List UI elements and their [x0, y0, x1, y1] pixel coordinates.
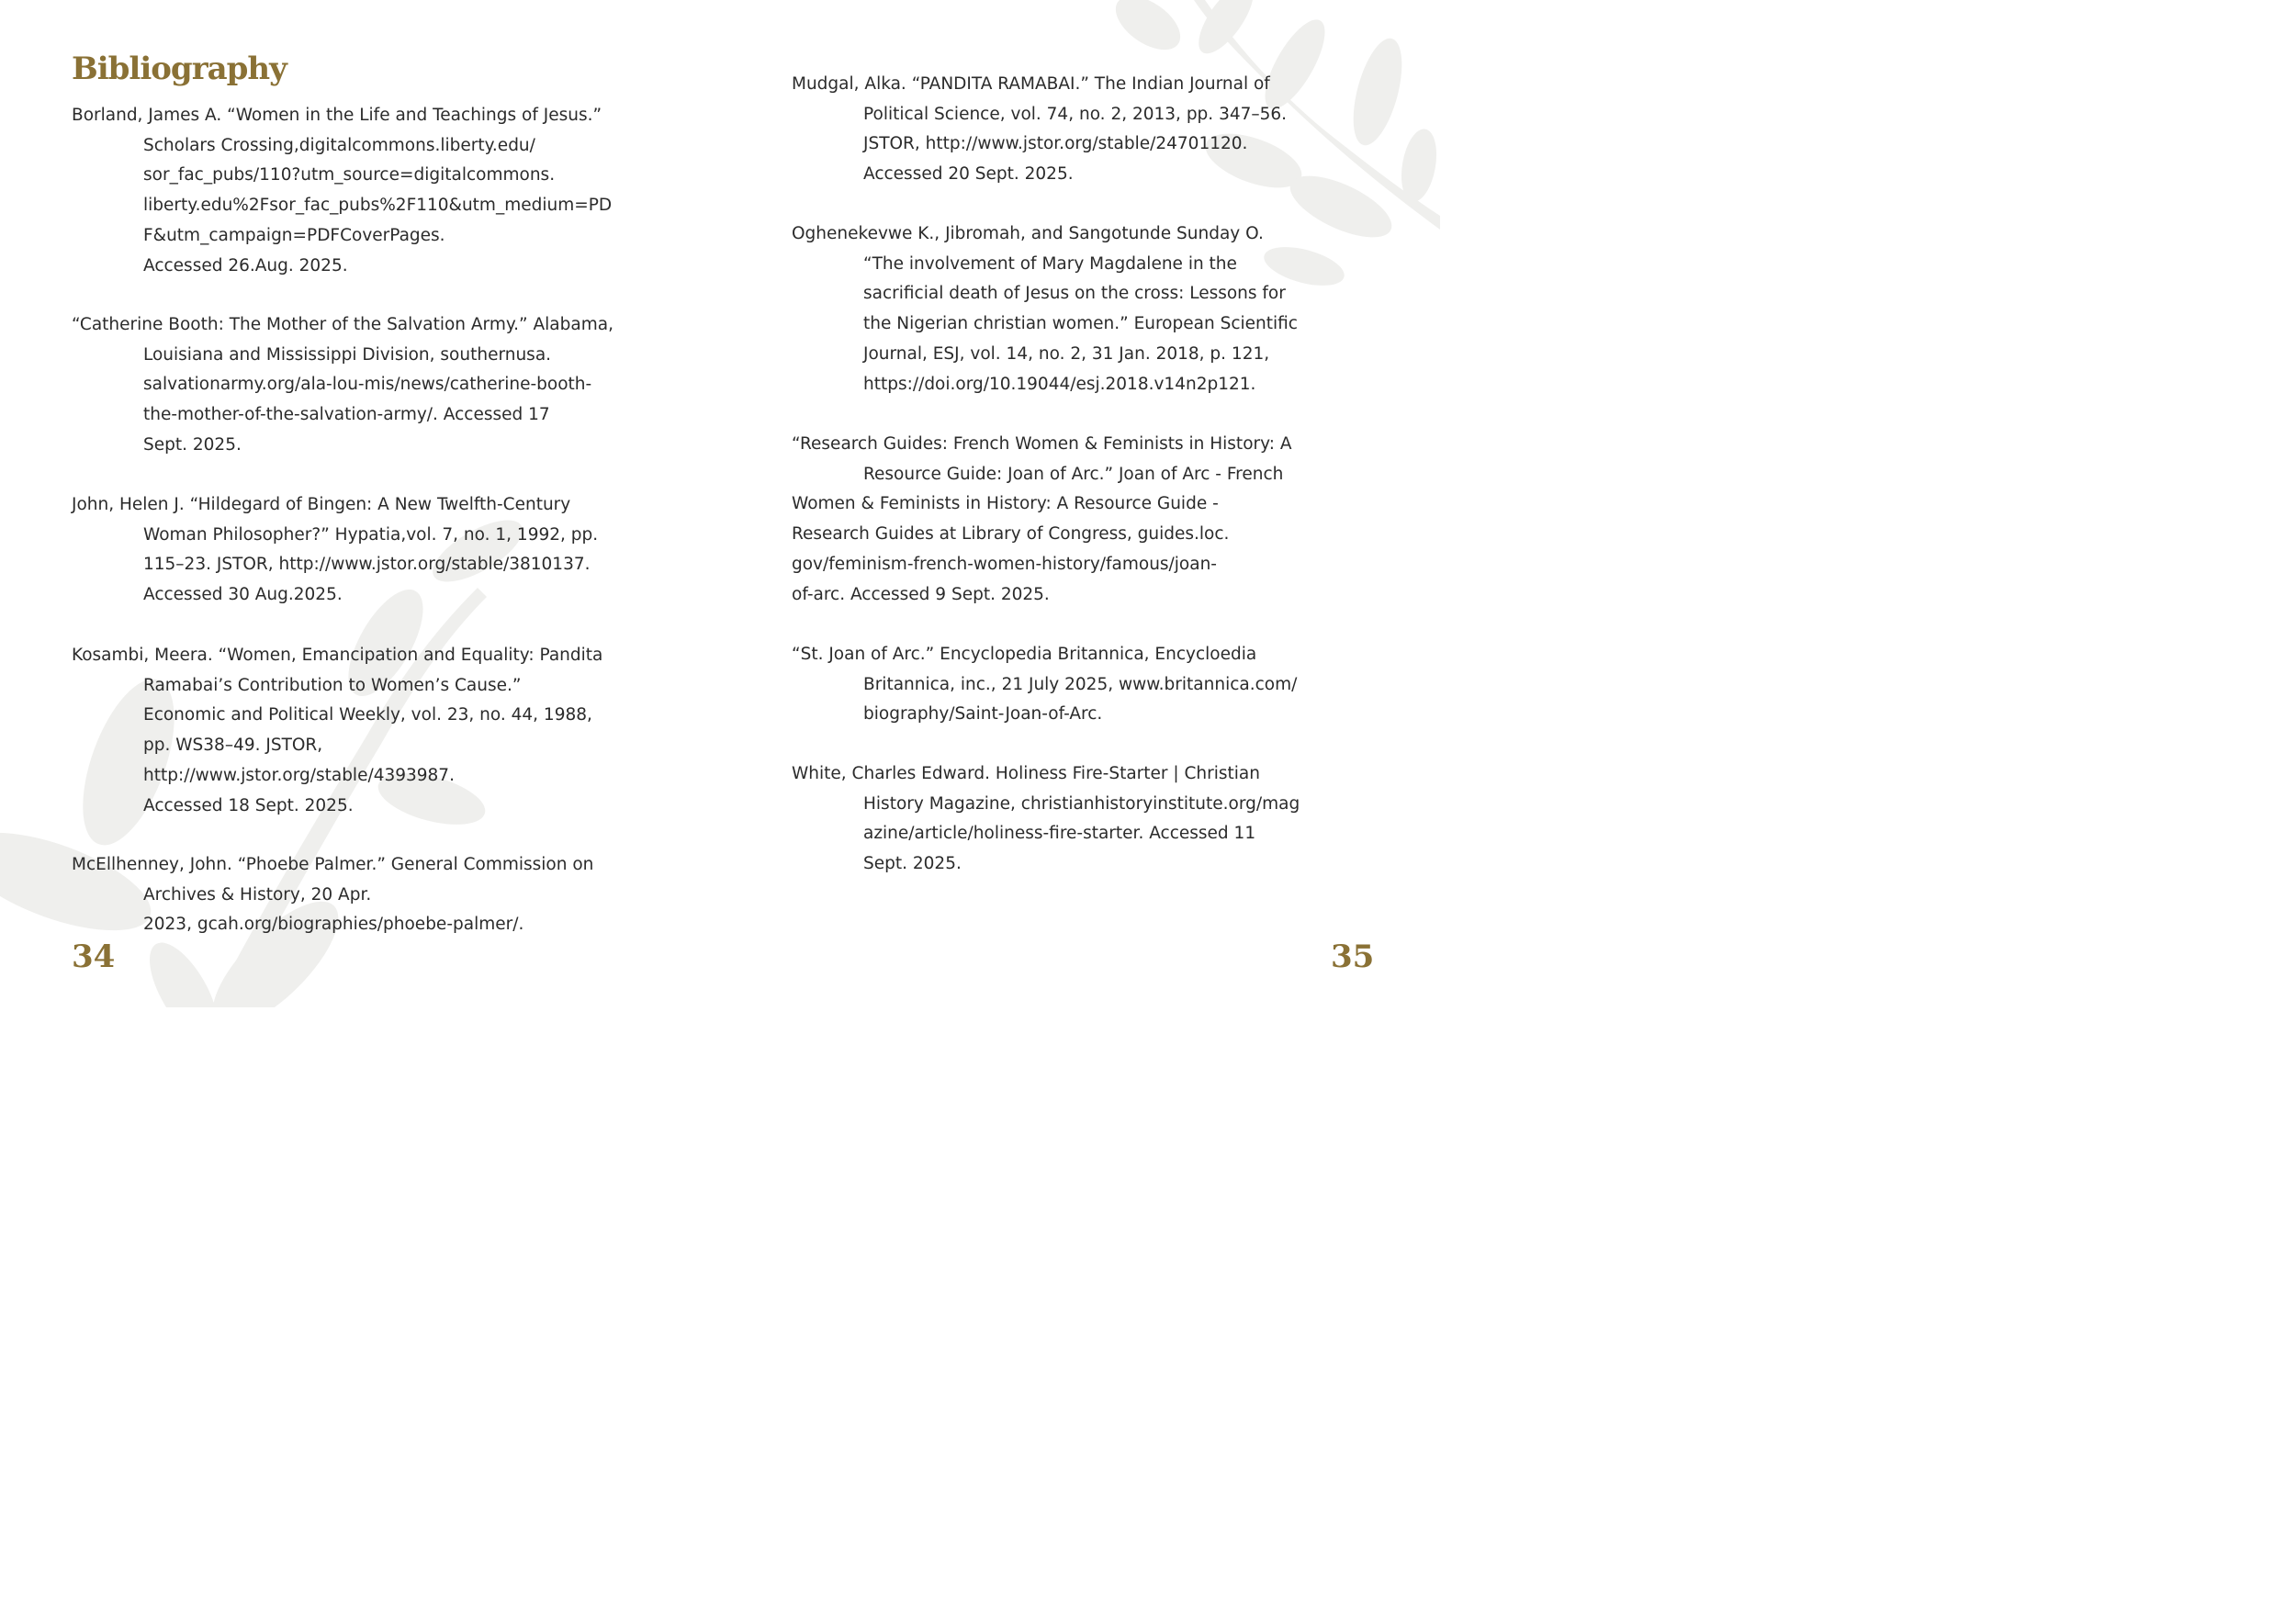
entry-line: sacrificial death of Jesus on the cross: Lessons for [863, 284, 1286, 304]
entry-line: Britannica, inc., 21 July 2025, www.britannica.com/ [863, 674, 1298, 694]
entry-line: https://doi.org/10.19044/esj.2018.v14n2p121. [863, 374, 1256, 394]
leaf-top-right-4 [1344, 33, 1412, 150]
entry-line: Scholars Crossing,digitalcommons.liberty.edu/ [143, 135, 535, 155]
bibliography-entry [72, 641, 602, 821]
bibliography-entry [72, 101, 612, 281]
leaf-top-right-2 [1188, 0, 1263, 62]
entry-line: Economic and Political Weekly, vol. 23, no. 44, 1988, [143, 705, 592, 725]
entry-line: the-mother-of-the-salvation-army/. Accessed 17 [143, 405, 550, 425]
entry-line: liberty.edu%2Fsor_fac_pubs%2F110&utm_medium=PD [143, 196, 613, 216]
entry-line: 115–23. JSTOR, http://www.jstor.org/stable/3810137. [143, 555, 591, 575]
entry-line: sor_fac_pubs/110?utm_source=digitalcommons. [143, 165, 556, 185]
page-number-left: 34 [72, 938, 116, 975]
page-number-right: 35 [1331, 938, 1375, 975]
entry-line: Mudgal, Alka. “PANDITA RAMABAI.” The Indian Journal of [792, 74, 1270, 94]
entry-line: John, Helen J. “Hildegard of Bingen: A New Twelfth-Century [72, 495, 571, 514]
entry-line: Sept. 2025. [863, 854, 962, 874]
bibliography-entry [792, 430, 1292, 610]
entry-line: Oghenekevwe K., Jibromah, and Sangotunde Sunday O. [792, 224, 1264, 243]
entry-line: White, Charles Edward. Holiness Fire-Starter | Christian [792, 764, 1260, 783]
entry-line: Accessed 18 Sept. 2025. [143, 795, 354, 815]
bibliography-entry [72, 850, 593, 940]
entry-line: Journal, ESJ, vol. 14, no. 2, 31 Jan. 2018, p. 121, [863, 343, 1270, 364]
entry-line: Accessed 30 Aug.2025. [143, 585, 343, 605]
entry-line: Research Guides at Library of Congress, guides.loc. [792, 524, 1230, 545]
entry-line: Borland, James A. “Women in the Life and Teachings of Jesus.” [72, 106, 602, 125]
entry-line: Women & Feminists in History: A Resource Guide - [792, 494, 1219, 514]
entry-line: JSTOR, http://www.jstor.org/stable/24701120. [863, 134, 1248, 154]
entry-line: Archives & History, 20 Apr. [143, 884, 372, 905]
bibliography-entry [792, 759, 1300, 880]
bibliography-entry [72, 310, 613, 461]
entry-line: Ramabai’s Contribution to Women’s Cause.” [143, 675, 522, 695]
entry-line: salvationarmy.org/ala-lou-mis/news/catherine-booth- [143, 375, 592, 395]
entry-line: “The involvement of Mary Magdalene in the [863, 253, 1237, 274]
entry-line: McEllhenney, John. “Phoebe Palmer.” General Commission on [72, 855, 594, 874]
entry-line: Accessed 26.Aug. 2025. [143, 255, 348, 275]
entry-line: F&utm_campaign=PDFCoverPages. [143, 225, 445, 245]
entry-line: Resource Guide: Joan of Arc.” Joan of Arc - French [863, 464, 1284, 484]
bibliography-entry [792, 219, 1298, 399]
entry-line: “St. Joan of Arc.” Encyclopedia Britannica, Encycloedia [792, 645, 1257, 664]
entry-line: “Catherine Booth: The Mother of the Salvation Army.” Alabama, [72, 315, 613, 334]
entry-line: the Nigerian christian women.” European Scientific [863, 314, 1298, 334]
entry-line: Louisiana and Mississippi Division, southernusa. [143, 344, 552, 365]
entry-line: azine/article/holiness-fire-starter. Accessed 11 [863, 824, 1256, 844]
entry-line: Sept. 2025. [143, 434, 242, 455]
leaf-top-right-1 [1107, 0, 1190, 61]
page-title: Bibliography [72, 51, 287, 87]
entry-line: Kosambi, Meera. “Women, Emancipation and Equality: Pandita [72, 646, 603, 665]
entry-line: of-arc. Accessed 9 Sept. 2025. [792, 584, 1050, 604]
entry-line: History Magazine, christianhistoryinstitute.org/mag [863, 793, 1300, 814]
bibliography-entry [72, 490, 598, 611]
bibliography-entry [792, 640, 1297, 730]
entry-line: 2023, gcah.org/biographies/phoebe-palmer/. [143, 915, 524, 935]
entry-line: Accessed 20 Sept. 2025. [863, 164, 1074, 185]
entry-line: “Research Guides: French Women & Feminists in History: A [792, 434, 1292, 454]
entry-line: gov/feminism-french-women-history/famous/joan- [792, 554, 1217, 574]
entry-line: http://www.jstor.org/stable/4393987. [143, 765, 455, 785]
entry-line: Political Science, vol. 74, no. 2, 2013, pp. 347–56. [863, 104, 1288, 124]
bibliography-entry [792, 70, 1287, 190]
entry-line: biography/Saint-Joan-of-Arc. [863, 704, 1103, 725]
entry-line: pp. WS38–49. JSTOR, [143, 736, 323, 756]
entry-line: Woman Philosopher?” Hypatia,vol. 7, no. 1, 1992, pp. [143, 524, 599, 545]
